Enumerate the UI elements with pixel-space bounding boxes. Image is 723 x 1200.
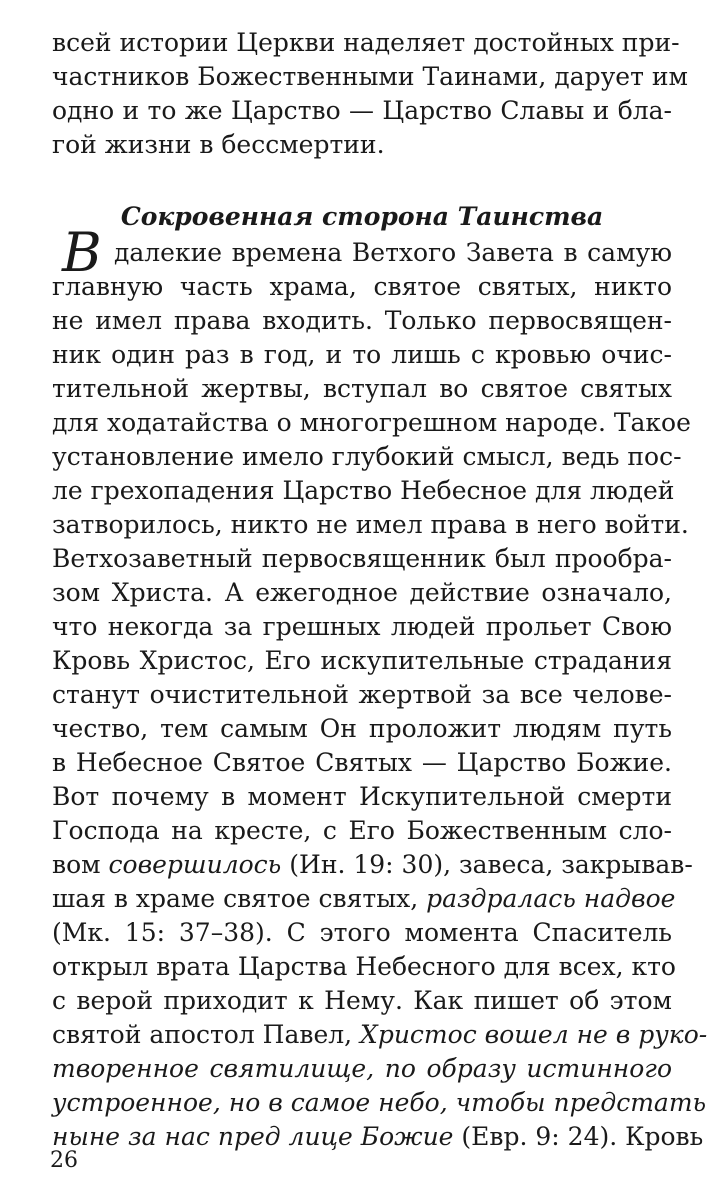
drop-cap: В xyxy=(62,221,102,284)
quote-italic: раздралась надвое xyxy=(426,884,676,913)
text-line xyxy=(52,848,693,882)
text-line-italic: устроенное, но в самое небо, чтобы предстать xyxy=(52,1088,707,1117)
text-line: для ходатайства о многогрешном народе. Такое xyxy=(52,408,691,437)
quote-italic: Христос вошел не в руко- xyxy=(360,1020,708,1049)
text-run: святой апостол Павел, xyxy=(52,1020,361,1049)
first-line-text: далекие времена Ветхого Завета в самую xyxy=(114,238,672,267)
page-text xyxy=(52,26,708,1154)
quote-italic: ныне за нас пред лице Божие xyxy=(52,1122,454,1151)
text-line-italic: творенное святилище, по образу истинного xyxy=(52,1054,672,1083)
text-line: открыл врата Царства Небесного для всех, кто xyxy=(52,952,676,981)
text-line xyxy=(52,1018,708,1052)
text-line xyxy=(52,1120,704,1154)
text-line: в Небесное Святое Святых — Царство Божие. xyxy=(52,748,672,777)
quote-italic: совершилось xyxy=(108,850,282,879)
text-line: главную часть храма, святое святых, никто xyxy=(52,272,672,301)
text-line: ник один раз в год, и то лишь с кровью очис- xyxy=(52,340,672,369)
text-line: всей истории Церкви наделяет достойных при- xyxy=(52,28,680,57)
text-line: Вот почему в момент Искупительной смерти xyxy=(52,782,672,811)
intro-paragraph xyxy=(52,26,688,162)
section-heading: Сокровенная сторона Таинства xyxy=(120,202,604,231)
text-line: одно и то же Царство — Царство Славы и бла- xyxy=(52,96,672,125)
text-line: зом Христа. А ежегодное действие означало, xyxy=(52,578,672,607)
text-run: (Ин. 19: 30), завеса, закрывав- xyxy=(281,850,693,879)
text-run: (Евр. 9: 24). Кровь xyxy=(453,1122,704,1151)
text-run: вом xyxy=(52,850,109,879)
text-line: не имел права входить. Только первосвящен- xyxy=(52,306,672,335)
text-line: что некогда за грешных людей прольет Свою xyxy=(52,612,672,641)
text-line: Кровь Христос, Его искупительные страдания xyxy=(52,646,672,675)
text-line: затворилось, никто не имел права в него войти. xyxy=(52,510,689,539)
text-line xyxy=(52,882,676,916)
text-line-first xyxy=(52,221,672,284)
text-line: тительной жертвы, вступал во святое святых xyxy=(52,374,672,403)
text-line: с верой приходит к Нему. Как пишет об этом xyxy=(52,986,672,1015)
body-paragraph xyxy=(52,221,708,1154)
text-line: чество, тем самым Он проложит людям путь xyxy=(52,714,672,743)
text-line: (Мк. 15: 37–38). С этого момента Спаситель xyxy=(52,918,672,947)
text-line: установление имело глубокий смысл, ведь пос- xyxy=(52,442,682,471)
text-line: ле грехопадения Царство Небесное для людей xyxy=(52,476,675,505)
text-line: частников Божественными Таинами, дарует им xyxy=(52,62,688,91)
text-line: гой жизни в бессмертии. xyxy=(52,130,385,159)
text-run: шая в храме святое святых, xyxy=(52,884,427,913)
text-line: Ветхозаветный первосвященник был прообра- xyxy=(52,544,672,573)
page-number: 26 xyxy=(50,1148,78,1173)
text-line: Господа на кресте, с Его Божественным сло- xyxy=(52,816,672,845)
text-line: станут очистительной жертвой за все челове- xyxy=(52,680,672,709)
